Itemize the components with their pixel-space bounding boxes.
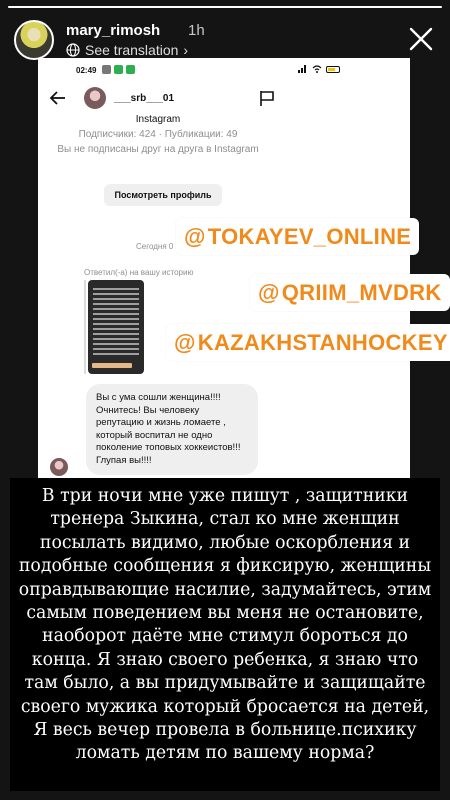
story-progress-fill [8,6,442,8]
reply-label: Ответил(-а) на вашу историю [84,268,194,277]
at-icon: @ [184,223,206,249]
mention-sticker[interactable] [176,218,419,255]
wifi-icon [312,65,322,73]
date-separator: Сегодня 0 [136,242,174,251]
mention-text: TOKAYEV_ONLINE [207,223,412,249]
thumbnail-tag [92,363,132,368]
profile-stats: Подписчики: 424 · Публикации: 49 [78,129,238,140]
message-bubble[interactable]: Вы с ума сошли женщина!!!! Очнитесь! Вы человеку репутацию и жизнь ломаете , который воспитал не одно поколение топовых хоккеистов!!! Глупая вы!!!! [86,384,258,475]
profile-title: Instagram [135,114,181,125]
back-arrow-icon[interactable] [48,88,68,108]
status-icons [298,65,340,73]
app-icon [126,65,135,74]
mention-sticker[interactable] [250,274,450,311]
whatsapp-icon [114,65,123,74]
battery-icon [326,66,340,73]
see-translation-label: See translation [85,42,179,58]
story-caption: В три ночи мне уже пишут , защитники тренера Зыкина, стал ко мне женщин посылать видимо, любые оскорбления и подобные сообщения я фиксирую, женщины оправдывающие насилие, задумайтесь, этим самым поведением вы меня не остановите, наоборот даёте мне стимул бороться до конца. Я знаю своего ребенка, я знаю что там было, а вы придумывайте и защищайте своего мужика который бросается на детей, Я весь вечер провела в больнице.психику ломать детям по вашему норма? [10,478,440,791]
reply-indicator [84,280,86,374]
story-username[interactable]: mary_rimosh [66,22,161,39]
sender-avatar [50,458,68,476]
dm-header [38,84,410,114]
notification-icon [102,65,111,74]
dm-avatar[interactable] [84,87,106,109]
dm-username[interactable]: ___srb___01 [114,93,175,104]
at-icon: @ [258,279,280,305]
story-thumbnail[interactable] [88,280,144,374]
view-profile-button[interactable]: Посмотреть профиль [104,184,222,206]
mention-text: KAZAKHSTANHOCKEY [197,329,448,355]
story-progress-bar [8,6,442,8]
globe-icon [66,43,80,57]
avatar[interactable] [14,20,54,60]
see-translation-button[interactable] [66,42,188,58]
dm-profile-info [38,114,278,155]
close-icon[interactable] [406,24,436,54]
mention-sticker[interactable] [166,324,450,361]
chevron-right-icon: › [183,42,189,58]
at-icon: @ [174,329,196,355]
mention-text: QRIIM_MVDRK [281,279,442,305]
phone-status-bar [38,58,410,82]
thumbnail-text [93,288,139,358]
flag-icon[interactable] [258,89,276,107]
story-time: 1h [188,22,205,39]
follow-note: Вы не подписаны друг на друга в Instagram [57,144,259,155]
signal-icon [298,65,308,73]
status-time: 02:49 [76,66,97,75]
